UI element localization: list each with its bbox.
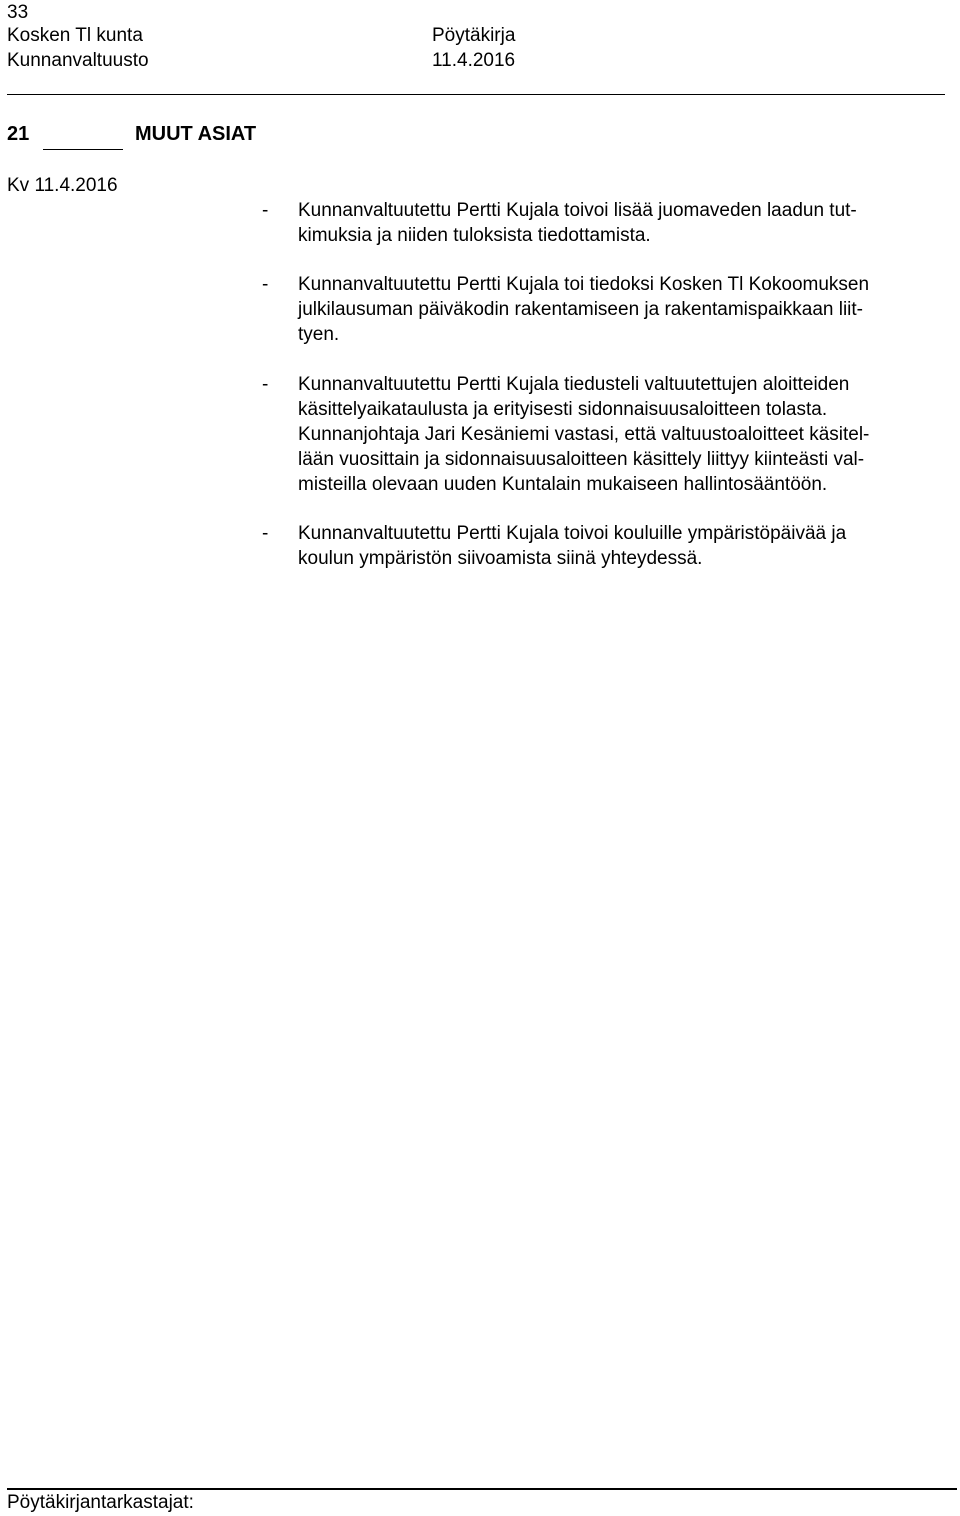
list-item-text bbox=[298, 198, 952, 248]
text-line: Kunnanvaltuutettu Pertti Kujala toivoi lisää juomaveden laadun tut- bbox=[298, 200, 857, 221]
meeting-date: 11.4.2016 bbox=[432, 50, 516, 71]
page-number: 33 bbox=[7, 2, 29, 23]
text-line: misteilla olevaan uuden Kuntalain mukaiseen hallintosääntöön. bbox=[298, 474, 828, 495]
list-dash: - bbox=[262, 274, 269, 295]
text-line: Kunnanvaltuutettu Pertti Kujala tiedusteli valtuutettujen aloitteiden bbox=[298, 374, 850, 395]
municipality-name: Kosken Tl kunta bbox=[7, 25, 143, 46]
text-line: Kunnanvaltuutettu Pertti Kujala toivoi kouluille ympäristöpäivää ja bbox=[298, 523, 847, 544]
text-line: lään vuosittain ja sidonnaisuusaloitteen käsittely liittyy kiinteästi val- bbox=[298, 449, 865, 470]
document-type: Pöytäkirja bbox=[432, 25, 516, 46]
text-line: käsittelyaikataulusta ja erityisesti sidonnaisuusaloitteen tolasta. bbox=[298, 399, 828, 420]
text-line: koulun ympäristön siivoamista siinä yhteydessä. bbox=[298, 548, 703, 569]
list-item bbox=[262, 198, 952, 248]
list-dash: - bbox=[262, 523, 269, 544]
list-item-text bbox=[298, 521, 952, 571]
list-item-text bbox=[298, 372, 952, 497]
text-line: Kunnanjohtaja Jari Kesäniemi vastasi, että valtuustoaloitteet käsitel- bbox=[298, 424, 870, 445]
footer-label: Pöytäkirjantarkastajat: bbox=[7, 1492, 194, 1513]
list-dash: - bbox=[262, 374, 269, 395]
text-line: kimuksia ja niiden tuloksista tiedottamista. bbox=[298, 225, 651, 246]
section-title: MUUT ASIAT bbox=[135, 123, 257, 145]
section-number: 21 bbox=[7, 122, 960, 147]
text-line: julkilausuman päiväkodin rakentamiseen ja rakentamispaikkaan liit- bbox=[298, 299, 864, 320]
list-item bbox=[262, 272, 952, 347]
list-dash: - bbox=[262, 200, 269, 221]
list-item bbox=[262, 372, 952, 497]
text-line: Kunnanvaltuutettu Pertti Kujala toi tiedoksi Kosken Tl Kokoomuksen bbox=[298, 274, 870, 295]
header-rule bbox=[7, 94, 945, 95]
list-item-text bbox=[298, 272, 952, 347]
council-body: Kunnanvaltuusto bbox=[7, 50, 149, 71]
meeting-reference: Kv 11.4.2016 bbox=[7, 175, 118, 196]
text-line: tyen. bbox=[298, 324, 340, 345]
list-item bbox=[262, 521, 952, 571]
